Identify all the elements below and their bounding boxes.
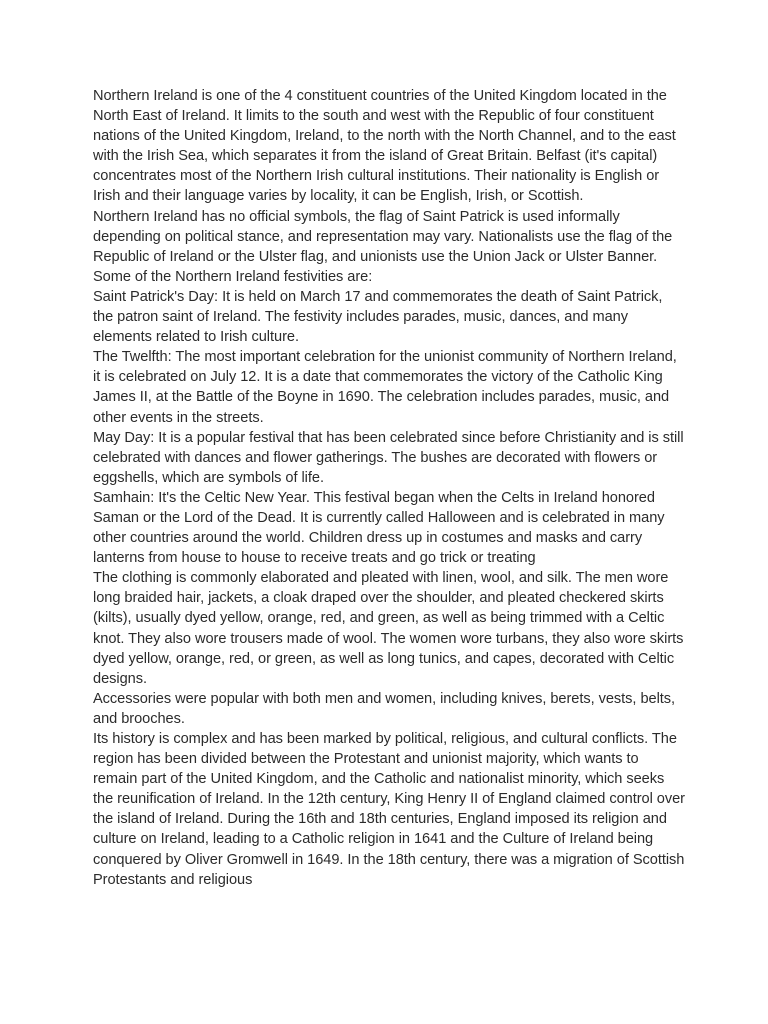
paragraph-the-twelfth: The Twelfth: The most important celebration for the unionist community of Northern Ireland, it is celebrated on July 12. It is a date that commemorates the victory of the Catholic King James II, at the Battle of the Boyne in 1690. The celebration includes parades, music, and other events in the streets. xyxy=(93,349,677,426)
paragraph-clothing: The clothing is commonly elaborated and pleated with linen, wool, and silk. The men wore long braided hair, jackets, a cloak draped over the shoulder, and pleated checkered skirts (kilts), usually dyed yellow, orange, red, and green, as well as being trimmed with a Celtic knot. They also wore trousers made of wool. The women wore turbans, they also wore skirts dyed yellow, orange, red, or green, as well as long tunics, and capes, decorated with Celtic designs. xyxy=(93,570,684,687)
paragraph-samhain: Samhain: It's the Celtic New Year. This festival began when the Celts in Ireland honored Saman or the Lord of the Dead. It is currently called Halloween and is celebrated in many other countries around the world. Children dress up in costumes and masks and carry lanterns from house to house to receive treats and go trick or treating xyxy=(93,489,665,567)
paragraph-symbols: Northern Ireland has no official symbols, the flag of Saint Patrick is used informally depending on political stance, and representation may vary. Nationalists use the flag of the Republic of Ireland or the Ulster flag, and unionists use the Union Jack or Ulster Banner. Some of the Northern Ireland festivities are: xyxy=(93,208,673,285)
paragraph-accessories: Accessories were popular with both men and women, including knives, berets, vests, belts, and brooches. xyxy=(93,690,676,727)
paragraph-history: Its history is complex and has been marked by political, religious, and cultural conflicts. The region has been divided between the Protestant and unionist majority, which wants to remain part of the United Kingdom, and the Catholic and nationalist minority, which seeks the reunification of Ireland. In the 12th century, King Henry II of England claimed control over the island of Ireland. During the 16th and 18th centuries, England imposed its religion and culture on Ireland, leading to a Catholic religion in 1641 and the Culture of Ireland being conquered by Oliver Gromwell in 1649. In the 18th century, there was a migration of Scottish Protestants and religious xyxy=(93,731,685,888)
paragraph-may-day: May Day: It is a popular festival that has been celebrated since before Christianity and is still celebrated with dances and flower gatherings. The bushes are decorated with flowers or eggshells, which are symbols of life. xyxy=(93,429,684,486)
paragraph-northern-ireland-intro: Northern Ireland is one of the 4 constituent countries of the United Kingdom located in the North East of Ireland. It limits to the south and west with the Republic of four constituent nations of the United Kingdom, Ireland, to the north with the North Channel, and to the east with the Irish Sea, which separates it from the island of Great Britain. Belfast (it's capital) concentrates most of the Northern Irish cultural institutions. Their nationality is English or Irish and their language varies by locality, it can be English, Irish, or Scottish. xyxy=(93,88,676,205)
document-body xyxy=(93,86,685,890)
paragraph-saint-patricks-day: Saint Patrick's Day: It is held on March 17 and commemorates the death of Saint Patrick, the patron saint of Ireland. The festivity includes parades, music, dances, and many elements related to Irish culture. xyxy=(93,288,663,346)
